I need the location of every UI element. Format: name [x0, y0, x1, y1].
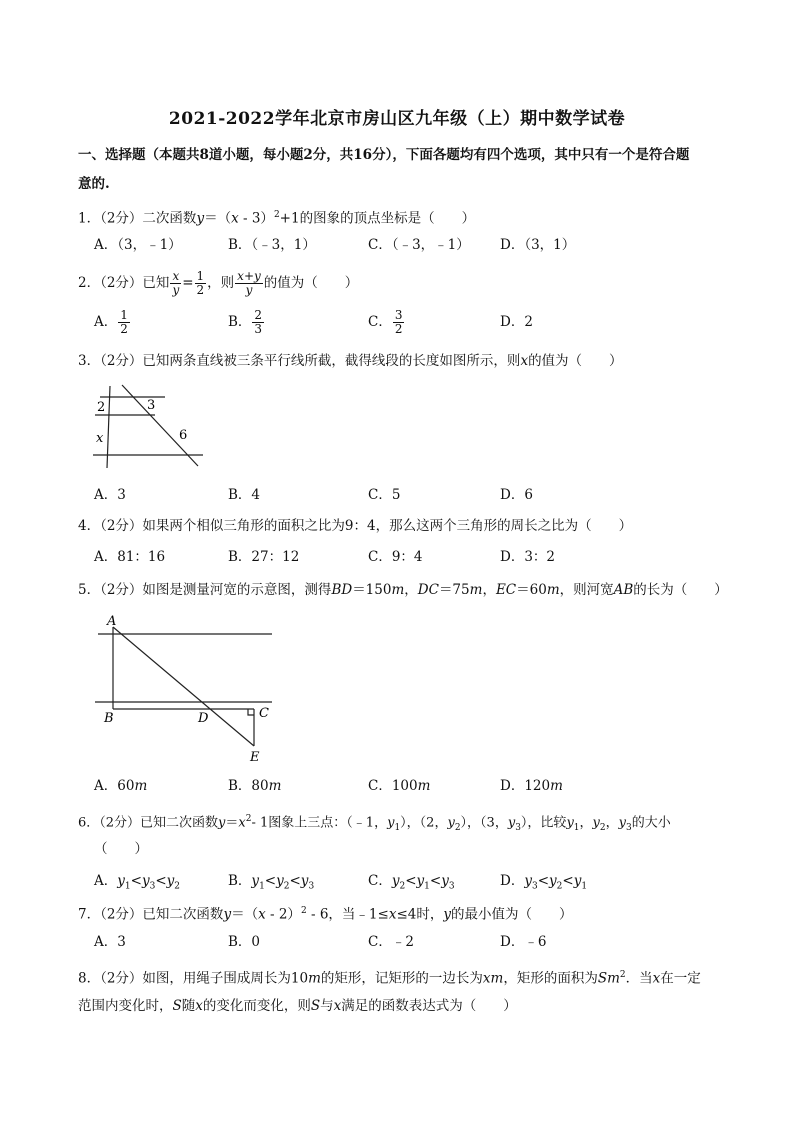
q5-option-a[interactable]: A．60m: [94, 778, 148, 794]
q5-label-b: B: [104, 711, 114, 726]
q1-sup: 2: [273, 210, 280, 220]
q7-option-a[interactable]: A．3: [94, 934, 126, 950]
q1-option-c[interactable]: C．（﹣3，﹣1）: [368, 237, 470, 253]
q2-option-c[interactable]: C． $\frac{3}{2}$: [368, 308, 403, 336]
q4-option-a[interactable]: A．81：16: [94, 549, 166, 565]
q1-option-d[interactable]: D．（3，1）: [500, 237, 576, 253]
q3-option-b[interactable]: B．4: [228, 487, 261, 503]
q4-option-b[interactable]: B．27：12: [228, 549, 300, 565]
q2-suffix: 的值为（ ）: [263, 275, 359, 291]
q1-suffix: +1的图象的顶点坐标是（ ）: [279, 210, 476, 227]
q7-option-d[interactable]: D．﹣6: [500, 934, 547, 950]
question-4: 4．（2分）如果两个相似三角形的面积之比为9：4，那么这两个三角形的周长之比为（ ）: [78, 518, 633, 534]
q3-label-6: 6: [179, 428, 188, 443]
q3-label-3: 3: [147, 398, 156, 413]
q2-prefix: 2．（2分）已知: [78, 275, 170, 291]
q5-option-d[interactable]: D．120m: [500, 778, 563, 794]
q6-option-d[interactable]: D．$y_3<y_2<y_1$: [500, 873, 588, 892]
q2-fraction-x-over-y: $\frac{x}{y}$: [172, 269, 180, 297]
page-title: 2021-2022学年北京市房山区九年级（上）期中数学试卷: [168, 109, 626, 129]
question-7: 7．（2分）已知二次函数y＝（x ‑ 2）$^2$ ‑ 6，当﹣1≤x≤4时，y的最小值为（ ）: [78, 906, 573, 923]
q1-expr: ‑ 3）: [238, 210, 274, 227]
q4-option-c[interactable]: C．9：4: [368, 549, 423, 565]
q4-option-d[interactable]: D．3：2: [500, 549, 556, 565]
q1-x: x: [231, 210, 239, 227]
section-heading-cont: 意的.: [78, 176, 110, 192]
q2-option-d[interactable]: D．2: [500, 314, 533, 330]
q6-option-b[interactable]: B．$y_1<y_2<y_3$: [228, 873, 315, 892]
q5-segment-ae: [113, 627, 254, 746]
q2-fraction-half: $\frac{1}{2}$: [196, 269, 205, 297]
q7-option-b[interactable]: B．0: [228, 934, 261, 950]
q1-option-b[interactable]: B．（﹣3，1）: [228, 237, 316, 253]
q3-label-x: x: [96, 431, 104, 446]
q3-var: x: [520, 353, 529, 369]
question-6-cont: （ ）: [94, 841, 148, 857]
q2-option-b[interactable]: B． $\frac{2}{3}$: [228, 308, 263, 336]
q2-eq: =: [182, 275, 194, 291]
q3-option-a[interactable]: A．3: [94, 487, 126, 503]
q3-option-c[interactable]: C．5: [368, 487, 401, 503]
question-6: 6．（2分）已知二次函数$y=x^2‑$ 1图象上三点：（﹣1，$y_1$），（2，$y_2$），（3，$y_3$），比较$y_1$，$y_2$，$y_3$的大小: [78, 814, 671, 833]
q5-label-e: E: [250, 750, 260, 765]
q3-text-b: 的值为（ ）: [528, 353, 623, 369]
q5-option-c[interactable]: C．100m: [368, 778, 431, 794]
question-8-cont: 范围内变化时，S随x的变化而变化，则S与x满足的函数表达式为（ ）: [78, 998, 517, 1014]
q2-mid: ，则: [207, 275, 235, 291]
q2-option-b-fraction: $\frac{2}{3}$: [254, 308, 263, 336]
q5-option-b[interactable]: B．80m: [228, 778, 282, 794]
q1-var: y: [196, 210, 205, 227]
q5-label-a: A: [107, 614, 117, 629]
question-8: 8．（2分）如图，用绳子围成周长为10m的矩形，记矩形的一边长为xm，矩形的面积为Sm$^2$．当x在一定: [78, 970, 701, 987]
q5-label-c: C: [259, 706, 269, 721]
q6-option-a[interactable]: A．$y_1<y_3<y_2$: [94, 873, 180, 892]
q5-right-angle-c: [248, 709, 254, 715]
q1-prefix: 1．（2分）二次函数: [78, 210, 197, 227]
section-heading: 一、选择题（本题共8道小题，每小题2分，共16分），下面各题均有四个选项，其中只有一个是符合题: [78, 147, 690, 163]
q3-label-2: 2: [97, 400, 106, 415]
q6-option-c[interactable]: C．$y_2<y_1<y_3$: [368, 873, 455, 892]
q2-fraction-target: $\frac{x+y}{y}$: [237, 269, 261, 297]
q5-label-d: D: [198, 711, 209, 726]
q7-option-c[interactable]: C．﹣2: [368, 934, 414, 950]
q1-option-a[interactable]: A．（3，﹣1）: [94, 237, 182, 253]
question-5: 5．（2分）如图是测量河宽的示意图，测得BD＝150m，DC＝75m，EC＝60m，则河宽AB的长为（ ）: [78, 582, 728, 598]
q3-option-d[interactable]: D．6: [500, 487, 533, 503]
q2-option-a-fraction: $\frac{1}{2}$: [120, 308, 128, 336]
q3-text-a: 3．（2分）已知两条直线被三条平行线所截，截得线段的长度如图所示，则: [78, 353, 521, 369]
q1-middle: ＝（: [204, 210, 232, 227]
q2-option-a[interactable]: A． $\frac{1}{2}$: [94, 308, 128, 336]
q2-option-c-fraction: $\frac{3}{2}$: [394, 308, 403, 336]
